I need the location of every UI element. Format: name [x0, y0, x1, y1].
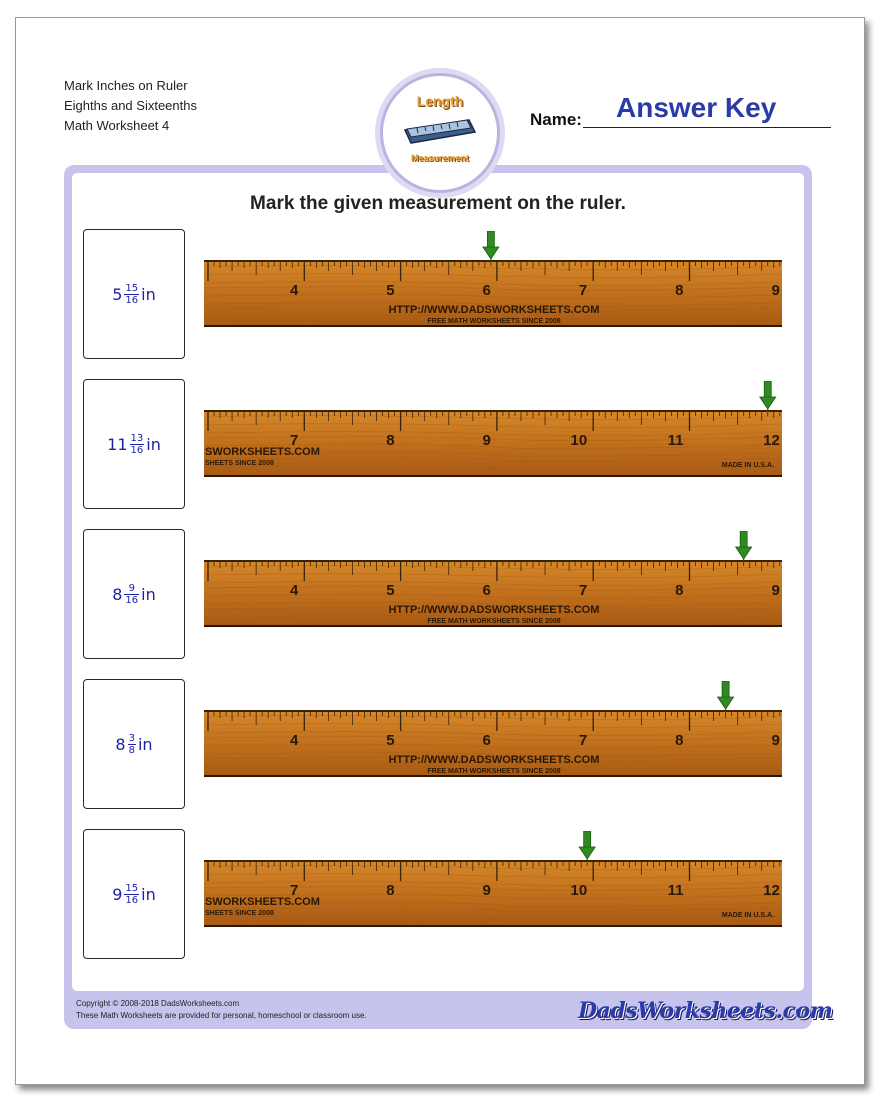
measurement-box — [83, 229, 185, 359]
ruler-number: 9 — [771, 282, 780, 299]
whole-number: 8 — [115, 734, 126, 754]
ruler-number: 11 — [667, 882, 684, 899]
dadsworksheets-logo: DadsWorksheets.com — [578, 998, 833, 1024]
ruler-tagline: FREE MATH WORKSHEETS SINCE 2008 — [427, 618, 561, 625]
ruler-number: 6 — [482, 732, 491, 749]
ruler-number: 4 — [289, 582, 299, 599]
ruler-number: 6 — [482, 582, 491, 599]
ruler-number: 4 — [289, 282, 299, 299]
ruler-url: HTTP://WWW.DADSWORKSHEETS.COM — [388, 754, 600, 766]
ruler-number: 5 — [386, 732, 395, 749]
fraction-denominator: 16 — [125, 294, 139, 306]
measurement-box — [83, 379, 185, 509]
ruler-url: SWORKSHEETS.COM — [205, 896, 320, 908]
ruler-graphic — [204, 831, 782, 927]
length-measurement-badge — [380, 73, 500, 193]
ruler-number: 9 — [771, 582, 780, 599]
name-label: Name: — [530, 110, 582, 129]
ruler-made-in: MADE IN U.S.A. — [721, 462, 774, 469]
ruler[interactable] — [204, 531, 782, 627]
ruler-number: 9 — [482, 432, 491, 449]
worksheet-title-line2: Eighths and Sixteenths — [64, 98, 197, 113]
unit-label: in — [141, 884, 156, 904]
ruler-made-in: MADE IN U.S.A. — [721, 912, 774, 919]
usage-notice: These Math Worksheets are provided for personal, homeschool or classroom use. — [76, 1011, 367, 1020]
fraction-numerator: 15 — [125, 282, 139, 294]
ruler-graphic — [204, 381, 782, 477]
ruler-number: 12 — [763, 882, 780, 899]
unit-label: in — [137, 734, 153, 754]
whole-number: 11 — [107, 434, 128, 454]
answer-arrow-icon — [483, 231, 499, 262]
ruler-url: HTTP://WWW.DADSWORKSHEETS.COM — [388, 304, 600, 316]
ruler[interactable] — [204, 831, 782, 927]
ruler-number: 7 — [578, 282, 588, 299]
fraction-denominator: 8 — [128, 744, 135, 756]
answer-arrow-icon — [736, 531, 752, 562]
ruler[interactable] — [204, 681, 782, 777]
fraction — [124, 283, 139, 306]
ruler-number: 7 — [289, 882, 299, 899]
whole-number: 5 — [112, 284, 123, 304]
ruler-number: 9 — [771, 732, 780, 749]
ruler-tagline: FREE MATH WORKSHEETS SINCE 2008 — [427, 768, 561, 775]
fraction — [124, 583, 139, 606]
ruler-number: 6 — [482, 282, 491, 299]
unit-label: in — [141, 584, 156, 604]
fraction-numerator: 3 — [128, 732, 135, 744]
answer-key-text: Answer Key — [616, 92, 777, 123]
ruler-number: 12 — [763, 432, 780, 449]
badge-title: Length — [416, 93, 464, 109]
ruler-number: 5 — [386, 582, 395, 599]
measurement-box — [83, 529, 185, 659]
badge-subtitle: Measurement — [410, 153, 470, 163]
fraction — [128, 733, 136, 756]
whole-number: 8 — [112, 584, 123, 604]
fraction-denominator: 16 — [125, 594, 139, 606]
measurement-box — [83, 679, 185, 809]
ruler-tagline: SHEETS SINCE 2008 — [205, 460, 274, 467]
fraction — [124, 883, 139, 906]
instruction: Mark the given measurement on the ruler. — [250, 193, 626, 214]
footer-copyright — [76, 998, 367, 1022]
answer-arrow-icon — [579, 831, 595, 862]
ruler-number: 11 — [667, 432, 684, 449]
ruler-number: 5 — [386, 282, 395, 299]
ruler-number: 7 — [578, 582, 588, 599]
copyright-text: Copyright © 2008-2018 DadsWorksheets.com — [76, 999, 240, 1008]
ruler-url: SWORKSHEETS.COM — [205, 446, 320, 458]
measurement-box — [83, 829, 185, 959]
answer-arrow-icon — [718, 681, 734, 712]
ruler-graphic — [204, 681, 782, 777]
ruler-tagline: FREE MATH WORKSHEETS SINCE 2008 — [427, 318, 561, 325]
fraction — [130, 433, 145, 456]
ruler-number: 4 — [289, 732, 299, 749]
ruler-graphic — [204, 231, 782, 327]
ruler-icon — [403, 116, 477, 146]
worksheet-title-line1: Mark Inches on Ruler — [64, 78, 188, 93]
fraction-numerator: 13 — [130, 432, 144, 444]
ruler-number: 9 — [482, 882, 491, 899]
ruler-number: 7 — [289, 432, 299, 449]
ruler[interactable] — [204, 231, 782, 327]
ruler-number: 10 — [570, 432, 588, 449]
answer-arrow-icon — [760, 381, 776, 412]
worksheet-title-line3: Math Worksheet 4 — [64, 118, 170, 133]
fraction-denominator: 16 — [125, 894, 139, 906]
fraction-denominator: 16 — [130, 444, 144, 456]
ruler-tagline: SHEETS SINCE 2008 — [205, 910, 274, 917]
ruler[interactable] — [204, 381, 782, 477]
unit-label: in — [146, 434, 161, 454]
ruler-number: 8 — [386, 882, 395, 899]
ruler-graphic — [204, 531, 782, 627]
ruler-url: HTTP://WWW.DADSWORKSHEETS.COM — [388, 604, 600, 616]
name-line — [583, 127, 831, 128]
whole-number: 9 — [112, 884, 123, 904]
ruler-number: 7 — [578, 732, 588, 749]
ruler-number: 8 — [675, 582, 684, 599]
ruler-number: 8 — [675, 282, 684, 299]
ruler-number: 10 — [570, 882, 588, 899]
ruler-number: 8 — [675, 732, 684, 749]
ruler-number: 8 — [386, 432, 395, 449]
fraction-numerator: 9 — [128, 582, 135, 594]
fraction-numerator: 15 — [125, 882, 139, 894]
unit-label: in — [141, 284, 156, 304]
